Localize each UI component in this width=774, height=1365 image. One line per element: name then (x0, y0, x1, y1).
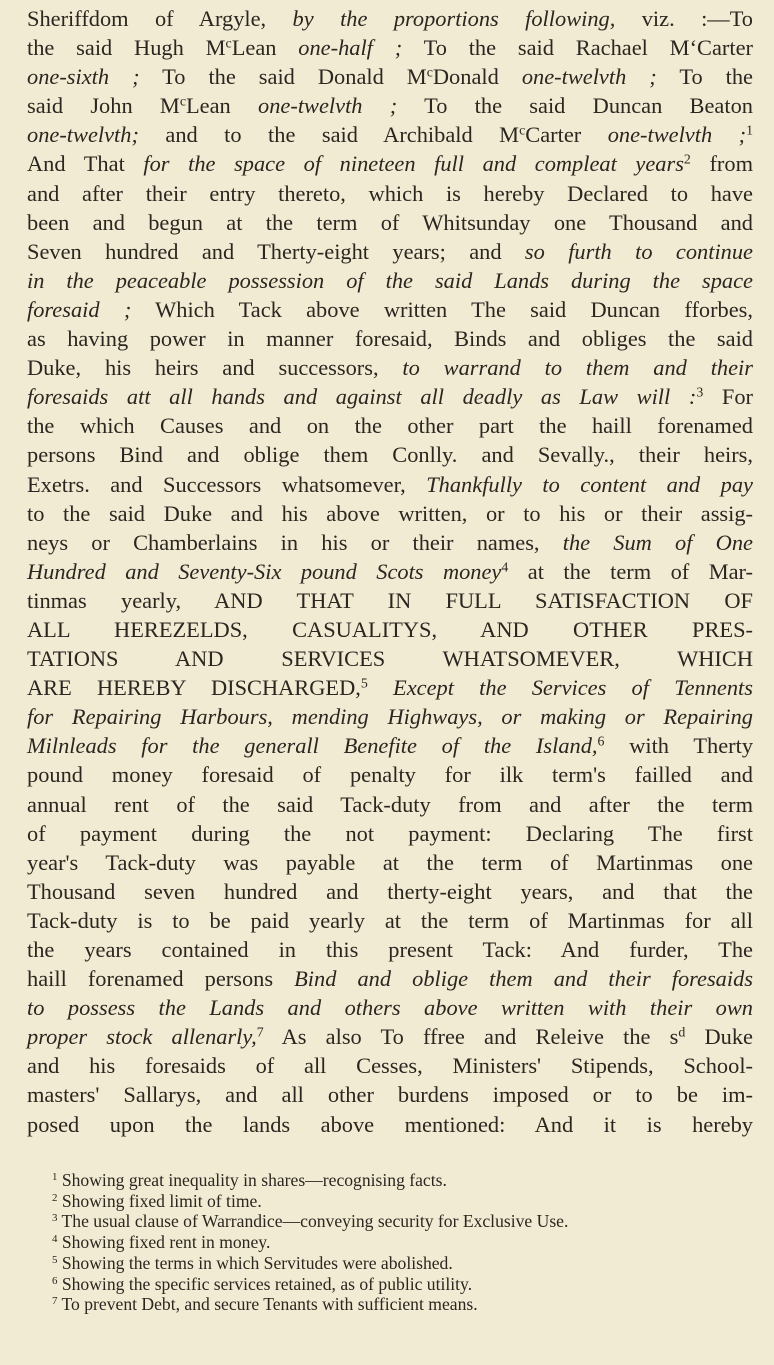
footnote-number: 1 (52, 1171, 58, 1183)
text-line (27, 440, 753, 469)
text: said John M (27, 93, 180, 119)
footnote-number: 6 (52, 1274, 58, 1287)
italic-text: so furth to continue (524, 238, 753, 264)
text: Seven hundred and Therty-eight years; and (27, 238, 525, 264)
text-line (27, 1110, 753, 1139)
text: as having power in manner foresaid, Binds and obliges the said (27, 326, 753, 352)
text: ARE HEREBY DISCHARGED, (27, 675, 361, 701)
footnote (27, 1274, 753, 1295)
text-line (27, 149, 753, 178)
italic-text: one-twelvth ; (258, 93, 398, 119)
text-line (27, 819, 753, 848)
text: Which Tack above written The said Duncan fforbes, (131, 296, 753, 322)
text-line (27, 120, 753, 149)
text: pound money foresaid of penalty for ilk term's failled and (27, 762, 753, 788)
text: viz. :—To (615, 6, 754, 31)
text-line (27, 848, 753, 877)
footnote-marker: c (225, 36, 232, 52)
text: at the term of Mar- (508, 558, 754, 584)
text: persons Bind and oblige them Conlly. and Sevally., their heirs, (27, 442, 753, 468)
footnote-number: 3 (52, 1212, 58, 1225)
text: and his foresaids of all Cesses, Ministers' Stipends, School- (27, 1053, 753, 1079)
text: Tack-duty is to be paid yearly at the term of Martinmas for all (27, 907, 753, 933)
text-line (27, 644, 753, 673)
footnote-marker: 2 (683, 152, 691, 168)
text-line (27, 382, 753, 411)
italic-text: one-twelvth ; (607, 122, 747, 148)
text-line (27, 237, 753, 266)
italic-text: by the proportions following, (292, 6, 616, 31)
italic-text: one-half ; (298, 35, 403, 61)
footnote-text: Showing the terms in which Servitudes were abolished. (57, 1252, 453, 1273)
text-line (27, 964, 753, 993)
text-line (27, 470, 753, 499)
footnote-text: Showing great inequality in shares—recognising facts. (57, 1170, 447, 1190)
italic-text: in the peaceable possession of the said Lands during the space (27, 267, 753, 293)
italic-text: foresaids att all hands and against all deadly as Law will : (27, 384, 697, 410)
text-line (27, 179, 753, 208)
footnote (27, 1232, 753, 1253)
footnote-marker: c (519, 123, 526, 139)
text-line (27, 411, 753, 440)
text-line (27, 62, 753, 91)
footnotes (27, 1170, 753, 1315)
text-line (27, 295, 753, 324)
text: posed upon the lands above mentioned: And it is hereby (27, 1111, 753, 1137)
footnote-marker: 7 (256, 1025, 264, 1041)
footnote-text: Showing fixed rent in money. (57, 1232, 271, 1253)
text: Thousand seven hundred and therty-eight years, and that the (27, 878, 753, 904)
text: Exetrs. and Successors whatsomever, (27, 471, 427, 497)
text: Duke, his heirs and successors, (27, 355, 403, 381)
footnote-marker: 4 (501, 560, 509, 576)
footnote-marker: c (179, 94, 186, 110)
text-line (27, 702, 753, 731)
italic-text: for Repairing Harbours, mending Highways, or making or Repairing (27, 704, 753, 730)
italic-text: the Sum of One (562, 529, 753, 555)
text: ALL HEREZELDS, CASUALITYS, AND OTHER PRES- (27, 616, 753, 642)
text: Donald (432, 64, 522, 90)
text: To the said Donald M (139, 64, 427, 90)
italic-text: one-twelvth; (27, 122, 139, 148)
footnote-marker: 3 (696, 385, 704, 401)
text-line (27, 4, 753, 33)
footnote-number: 5 (52, 1253, 58, 1266)
text: Carter (525, 122, 608, 148)
text-line (27, 1051, 753, 1080)
text-line (27, 731, 753, 760)
text: To the said Rachael M‘Carter (402, 35, 753, 61)
text: the said Hugh M (27, 35, 226, 61)
text-line (27, 1022, 753, 1051)
footnote (27, 1170, 753, 1191)
text-line (27, 615, 753, 644)
body-text (27, 4, 753, 1139)
footnote (27, 1253, 753, 1274)
footnote-number: 7 (52, 1295, 58, 1308)
text: the years contained in this present Tack: And furder, The (27, 937, 753, 962)
text: year's Tack-duty was payable at the term of Martinmas one (27, 849, 753, 875)
text: To the said Duncan Beaton (397, 93, 753, 119)
text: masters' Sallarys, and all other burdens imposed or to be im- (27, 1082, 753, 1108)
text-line (27, 673, 753, 702)
italic-text: Except the Services of Tennents (393, 675, 753, 701)
text: with Therty (604, 733, 754, 759)
text-line (27, 993, 753, 1022)
text: tinmas yearly, AND THAT IN FULL SATISFACTION OF (27, 587, 753, 613)
text-line (27, 528, 753, 557)
text: For (703, 384, 753, 410)
italic-text: Bind and oblige them and their foresaids (294, 966, 753, 992)
italic-text: Hundred and Seventy-Six pound Scots money (27, 558, 502, 584)
text-line (27, 906, 753, 935)
text: haill forenamed persons (27, 966, 295, 992)
text: Duke (685, 1024, 753, 1050)
italic-text: Thankfully to content and pay (426, 471, 753, 497)
italic-text: one-sixth ; (27, 64, 140, 90)
footnote-number: 2 (52, 1191, 58, 1204)
footnote (27, 1294, 753, 1315)
footnote-marker: d (678, 1025, 686, 1041)
text-line (27, 760, 753, 789)
text-line (27, 353, 753, 382)
text-line (27, 91, 753, 120)
text: been and begun at the term of Whitsunday one Thousand and (27, 209, 753, 235)
text: To the (656, 64, 753, 90)
text: And That (27, 151, 144, 177)
footnote-marker: 1 (746, 123, 753, 139)
footnote-text: Showing fixed limit of time. (57, 1190, 262, 1211)
text: from (690, 151, 753, 177)
footnote-number: 4 (52, 1233, 58, 1246)
italic-text: for the space of nineteen full and compleat years (143, 151, 684, 177)
text: to the said Duke and his above written, or to his or their assig- (27, 500, 753, 526)
text (368, 675, 393, 700)
footnote (27, 1211, 753, 1232)
italic-text: one-twelvth ; (521, 64, 657, 90)
footnote-text: The usual clause of Warrandice—conveying security for Exclusive Use. (57, 1211, 569, 1232)
text-line (27, 499, 753, 528)
text-line (27, 324, 753, 353)
text-line (27, 877, 753, 906)
text: Lean (231, 35, 299, 61)
text-line (27, 208, 753, 237)
text-line (27, 1080, 753, 1109)
footnote-text: To prevent Debt, and secure Tenants with sufficient means. (57, 1294, 478, 1315)
text-line (27, 586, 753, 615)
italic-text: to warrand to them and their (402, 355, 753, 381)
text-line (27, 266, 753, 295)
footnote-text: Showing the specific services retained, as of public utility. (57, 1273, 473, 1294)
text: and after their entry thereto, which is hereby Declared to have (27, 180, 753, 206)
text: of payment during the not payment: Declaring The first (27, 820, 753, 846)
text: annual rent of the said Tack-duty from and after the term (27, 791, 753, 817)
text: As also To ffree and Releive the s (263, 1024, 679, 1050)
footnote-marker: 5 (360, 676, 368, 692)
italic-text: foresaid ; (27, 296, 132, 322)
text: the which Causes and on the other part the haill forenamed (27, 413, 753, 439)
italic-text: Milnleads for the generall Benefite of the Island, (27, 733, 598, 759)
text-line (27, 33, 753, 62)
text-line (27, 557, 753, 586)
text-line (27, 790, 753, 819)
text: neys or Chamberlains in his or their names, (27, 529, 563, 555)
text: Sheriffdom of Argyle, (27, 6, 293, 31)
text: and to the said Archibald M (138, 122, 520, 148)
text: TATIONS AND SERVICES WHATSOMEVER, WHICH (27, 646, 753, 672)
text: Lean (186, 93, 259, 119)
text-line (27, 935, 753, 964)
footnote (27, 1191, 753, 1212)
footnote-marker: c (426, 65, 433, 81)
footnote-marker: 6 (597, 734, 605, 750)
italic-text: to possess the Lands and others above written with their own (27, 995, 753, 1021)
italic-text: proper stock allenarly, (27, 1024, 257, 1050)
